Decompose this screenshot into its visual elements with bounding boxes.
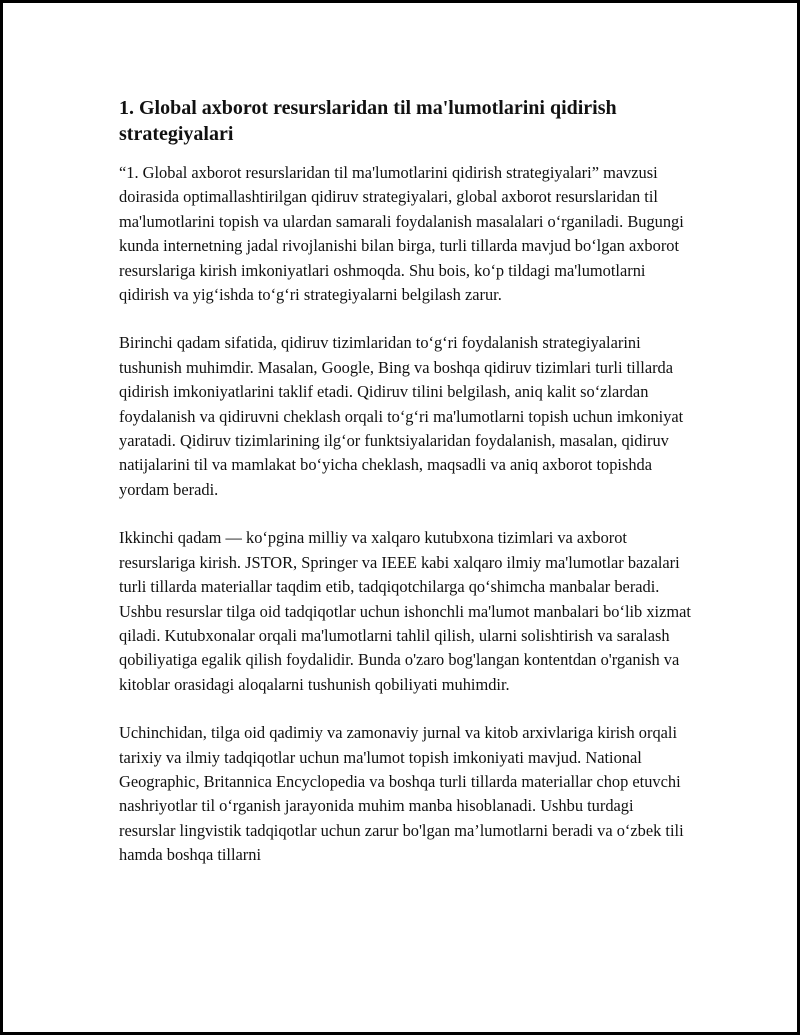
paragraph: Birinchi qadam sifatida, qidiruv tizimlaridan to‘g‘ri foydalanish strategiyalarini tushunish muhimdir. Masalan, Google, Bing va boshqa qidiruv tizimlari turli tillarda qidirish imkoniyatlarini taklif etadi. Qidiruv tilini belgilash, aniq kalit so‘zlardan foydalanish va qidiruvni cheklash orqali to‘g‘ri ma'lumotlarni topish uchun imkoniyat yaratadi. Qidiruv tizimlarining ilg‘or funktsiyalaridan foydalanish, masalan, qidiruv natijalarini til va mamlakat bo‘yicha cheklash, maqsadli va aniq axborot topishda yordam beradi. (119, 333, 684, 499)
paragraph: Uchinchidan, tilga oid qadimiy va zamonaviy jurnal va kitob arxivlariga kirish orqali tarixiy va ilmiy tadqiqotlar uchun ma'lumot topish imkoniyati mavjud. National Geographic, Britannica Encyclopedia va boshqa turli tillarda materiallar chop etuvchi nashriyotlar til o‘rganish jarayonida muhim manba hisoblanadi. Ushbu turdagi resurslar lingvistik tadqiqotlar uchun zarur bo'lgan ma’lumotlarni beradi va o‘zbek tili hamda boshqa tillarni (119, 723, 684, 865)
paragraph: Ikkinchi qadam — ko‘pgina milliy va xalqaro kutubxona tizimlari va axborot resurslariga kirish. JSTOR, Springer va IEEE kabi xalqaro ilmiy ma'lumotlar bazalari turli tillarda materiallar taqdim etib, tadqiqotchilarga qo‘shimcha manbalar beradi. Ushbu resurslar tilga oid tadqiqotlar uchun ishonchli ma'lumot manbalari bo‘lib xizmat qiladi. Kutubxonalar orqali ma'lumotlarni tahlil qilish, ularni solishtirish va saralash qobiliyatiga egalik qilish foydalidir. Bunda o'zaro bog'langan kontentdan o'rganish va kitoblar orasidagi aloqalarni tushunish qobiliyati muhimdir. (119, 528, 691, 694)
section-heading: 1. Global axborot resurslaridan til ma'lumotlarini qidirish strategiyalari (119, 97, 617, 145)
document-body (119, 95, 693, 892)
paragraph: “1. Global axborot resurslaridan til ma'lumotlarini qidirish strategiyalari” mavzusi doirasida optimallashtirilgan qidiruv strategiyalari, global axborot resurslaridan til ma'lumotlarini topish va ulardan samarali foydalanish masalalari o‘rganiladi. Bugungi kunda internetning jadal rivojlanishi bilan birga, turli tillarda mavjud bo‘lgan axborot resurslariga kirish imkoniyatlari oshmoqda. Shu bois, ko‘p tildagi ma'lumotlarni qidirish va yig‘ishda to‘g‘ri strategiyalarni belgilash zarur. (119, 163, 684, 305)
